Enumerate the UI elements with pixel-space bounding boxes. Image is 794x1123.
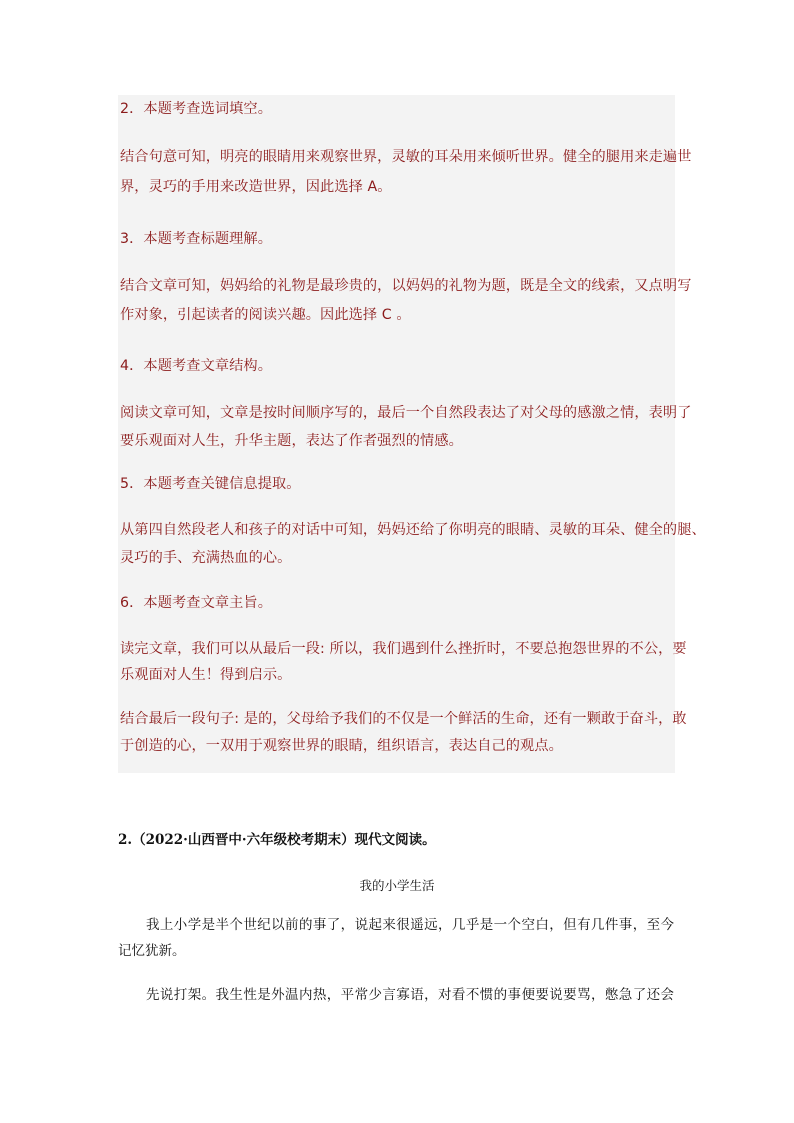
essay-title: 我的小学生活 (359, 878, 435, 893)
essay-paragraph-1-line-1: 我上小学是半个世纪以前的事了，说起来很遥远，几乎是一个空白，但有几件事，至今 (146, 917, 674, 933)
essay-paragraph-1-line-2: 记忆犹新。 (118, 943, 186, 959)
answer-3-text-line-1: 结合文章可知，妈妈给的礼物是最珍贵的，以妈妈的礼物为题，既是全文的线索，又点明写 (120, 278, 692, 294)
answer-2-text-line-1: 结合句意可知，明亮的眼睛用来观察世界，灵敏的耳朵用来倾听世界。健全的腿用来走遍世 (120, 149, 692, 165)
answer-2-text-line-2: 界，灵巧的手用来改造世界，因此选择 A。 (120, 179, 392, 195)
essay-paragraph-2-line-1: 先说打架。我生性是外温内热，平常少言寡语，对看不惯的事便要说要骂，憋急了还会 (146, 987, 674, 1003)
answer-5-text-line-2: 灵巧的手、充满热血的心。 (120, 550, 292, 566)
answer-5-heading: 5．本题考查关键信息提取。 (120, 476, 301, 492)
answer-4-heading: 4．本题考查文章结构。 (120, 358, 273, 374)
answer-6-heading: 6．本题考查文章主旨。 (120, 595, 273, 611)
answer-5-text-line-1: 从第四自然段老人和孩子的对话中可知，妈妈还给了你明亮的眼睛、灵敏的耳朵、健全的腿、 (120, 522, 706, 538)
answer-3-text-line-2: 作对象，引起读者的阅读兴趣。因此选择 C 。 (120, 307, 411, 323)
answer-3-heading: 3．本题考查标题理解。 (120, 231, 273, 247)
answer-6-text-line-4: 于创造的心，一双用于观察世界的眼睛，组织语言，表达自己的观点。 (120, 738, 563, 754)
answer-6-text-line-3: 结合最后一段句子: 是的，父母给予我们的不仅是一个鲜活的生命，还有一颗敢于奋斗，敢 (120, 711, 687, 727)
question-2-title: 2.（2022·山西晋中·六年级校考期末）现代文阅读。 (118, 832, 436, 848)
answer-2-heading: 2．本题考查选词填空。 (120, 101, 273, 117)
answer-4-text-line-1: 阅读文章可知，文章是按时间顺序写的，最后一个自然段表达了对父母的感激之情，表明了 (120, 405, 692, 421)
answer-6-text-line-2: 乐观面对人生！得到启示。 (120, 667, 292, 683)
answer-6-text-line-1: 读完文章，我们可以从最后一段: 所以，我们遇到什么挫折时，不要总抱怨世界的不公，要 (120, 641, 687, 657)
answer-4-text-line-2: 要乐观面对人生，升华主题，表达了作者强烈的情感。 (120, 433, 463, 449)
